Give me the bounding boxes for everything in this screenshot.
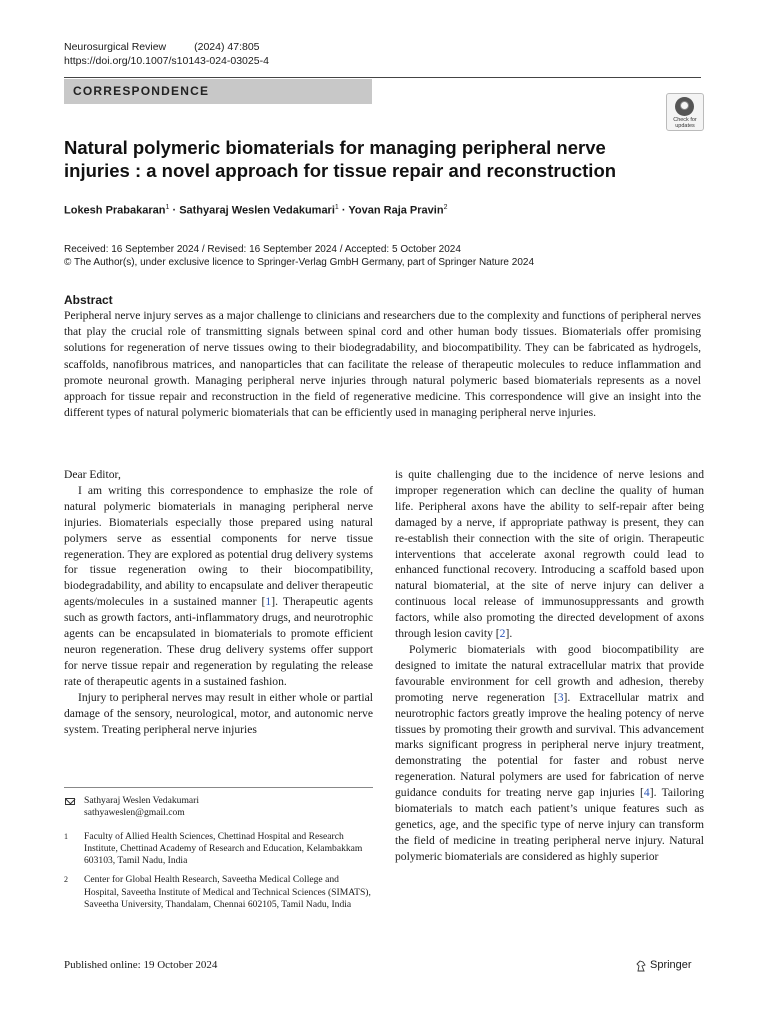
doi-link[interactable]: https://doi.org/10.1007/s10143-024-03025-4 xyxy=(64,55,269,67)
corresponding-author xyxy=(64,795,373,819)
abstract-text: Peripheral nerve injury serves as a major challenge to clinicians and researchers due to the complexity and functions of peripheral nerves that play the crucial role of transmitting signals between spinal cord and other human body tissues. Biomaterials offer promising solutions for regeneration of nerve tissues owing to their biodegradability, and biocompatibility. They can be fabricated as hydrogels, scaffolds, nanofibrous matrices, and nanoparticles that can facilitate the release of therapeutic molecules to reduce inflammation and promote neuronal growth. Managing peripheral nerve injuries through natural polymeric based biomaterials represents as a novel approach for tissue repair and reconstruction in the field of regenerative medicine. This correspondence will give an insight into the different types of natural polymeric biomaterials that can be efficiently used in managing peripheral nerve injuries. xyxy=(64,309,701,420)
reference-link[interactable]: 3 xyxy=(557,690,564,704)
reference-link[interactable]: 4 xyxy=(643,786,650,800)
article-title: Natural polymeric biomaterials for managing peripheral nerve injuries : a novel approach for tissue repair and reconstruction xyxy=(64,137,617,181)
affiliation-text: Faculty of Allied Health Sciences, Chettinad Hospital and Research Institute, Chettinad Academy of Research and Education, Kelambakkam 603103, Tamil Nadu, India xyxy=(84,831,363,867)
author-list: Lokesh Prabakaran$^1$ · Sathyaraj Weslen Vedakumari$^1$ · Yovan Raja Pravin$^2$ xyxy=(64,204,448,217)
article-dates xyxy=(64,243,534,269)
check-updates-label: Check for updates xyxy=(673,117,697,129)
contact-email[interactable]: sathyaweslen@gmail.com xyxy=(84,807,185,819)
author-affiliation-mark: 2 xyxy=(443,204,448,211)
reference-link[interactable]: 2 xyxy=(499,627,506,641)
publisher-logo: Springer xyxy=(650,959,692,971)
envelope-icon xyxy=(65,798,75,805)
affiliation-2 xyxy=(64,874,373,910)
contact-name: Sathyaraj Weslen Vedakumari xyxy=(84,795,200,806)
header-rule xyxy=(64,77,701,78)
affiliation-text: Center for Global Health Research, Saveetha Medical College and Hospital, Saveetha Institute of Medical and Technical Sciences (SIMATS), Saveetha University, Thandalam, Chennai 602105, Tamil Nadu, India xyxy=(84,874,371,910)
reference-link[interactable]: 1 xyxy=(265,595,272,609)
journal-info xyxy=(64,41,260,53)
author-name[interactable]: Lokesh Prabakaran xyxy=(64,204,166,217)
footnote-rule xyxy=(64,787,373,788)
affiliation-1 xyxy=(64,831,373,867)
journal-volume: (2024) 47:805 xyxy=(194,41,260,53)
author-name[interactable]: Yovan Raja Pravin xyxy=(348,204,444,217)
springer-horse-icon xyxy=(636,960,646,972)
author-name[interactable]: Sathyaraj Weslen Vedakumari xyxy=(179,204,335,217)
journal-name: Neurosurgical Review xyxy=(64,41,167,53)
salutation: Dear Editor, xyxy=(64,468,121,481)
abstract-heading: Abstract xyxy=(64,293,113,307)
body-column-left xyxy=(64,467,373,737)
body-paragraph: is quite challenging due to the incidence of nerve lesions and improper regeneration which can decline the quality of human life. Peripheral axons have the ability to self-repair after being damaged by a nerve, if appropriate pathway is present, they can re-establish their connection with the site of origin. Therapeutic interventions that accelerate axonal regrowth could lead to enhanced functional recovery. Introducing a scaffold based upon natural biomaterial, at the site of nerve injury can deliver a continuous local release of immunosuppressants and growth factors, while also promoting the directed development of axons through lesion cavity [2]. xyxy=(395,468,704,641)
copyright-line: © The Author(s), under exclusive licence to Springer-Verlag GmbH Germany, part of Springer Nature 2024 xyxy=(64,257,534,268)
body-paragraph: Polymeric biomaterials with good biocompatibility are designed to imitate the natural extracellular matrix that provide favourable environment for cell growth and adhesion, thereby promoting nerve regeneration [3]. Extracellular matrix and neurotrophic factors greatly improve the healing potency of nerve tissues by promoting their growth and survival. This advancement marks significant progress in peripheral nerve injury treatment, demonstrating the potential for faster and robust nerve regeneration. Natural polymers are used for fabrication of nerve guidance conduits for treating nerve gap injuries [4]. Tailoring biomaterials to match each patient’s unique features such as genetics, age, and the specific type of nerve injury can transform the field of medicine in treating peripheral nerve injury. Natural polymeric biomaterials are considered as highly superior xyxy=(395,642,705,863)
affiliation-mark: 2 xyxy=(64,875,68,885)
body-column-right xyxy=(395,467,704,865)
section-label: CORRESPONDENCE xyxy=(73,84,210,98)
check-updates-icon xyxy=(675,97,694,116)
body-paragraph: Injury to peripheral nerves may result in either whole or partial damage of the sensory, neurological, motor, and autonomic nerve system. Treating peripheral nerve injuries xyxy=(64,690,373,736)
affiliation-mark: 1 xyxy=(64,832,68,842)
history-dates: Received: 16 September 2024 / Revised: 16 September 2024 / Accepted: 5 October 2024 xyxy=(64,244,461,255)
body-paragraph: I am writing this correspondence to emphasize the role of natural polymeric biomaterials in managing peripheral nerve injuries. Biomaterials especially those prepared using natural polymers serve as essential components for nerve tissue regeneration. They are explored as potential drug delivery systems for tissue regeneration owing to their biocompatibility, biodegradability, and ability to encapsulate and deliver therapeutic agents/molecules in a sustained manner [1]. Therapeutic agents such as growth factors, anti-inflammatory drugs, and neurotrophic agents can be encapsulated in biomaterials to promote efficient neuron regeneration. These drug delivery systems offer support for nerve tissue repair and regeneration by regulating the release rate of therapeutic agents in a sustained fashion. xyxy=(64,483,373,688)
published-online: Published online: 19 October 2024 xyxy=(64,959,218,971)
author-affiliation-mark: 1 xyxy=(334,204,339,211)
check-for-updates-badge[interactable] xyxy=(666,93,704,131)
author-affiliation-mark: 1 xyxy=(165,204,170,211)
section-band xyxy=(64,79,372,104)
footnotes xyxy=(64,795,373,911)
